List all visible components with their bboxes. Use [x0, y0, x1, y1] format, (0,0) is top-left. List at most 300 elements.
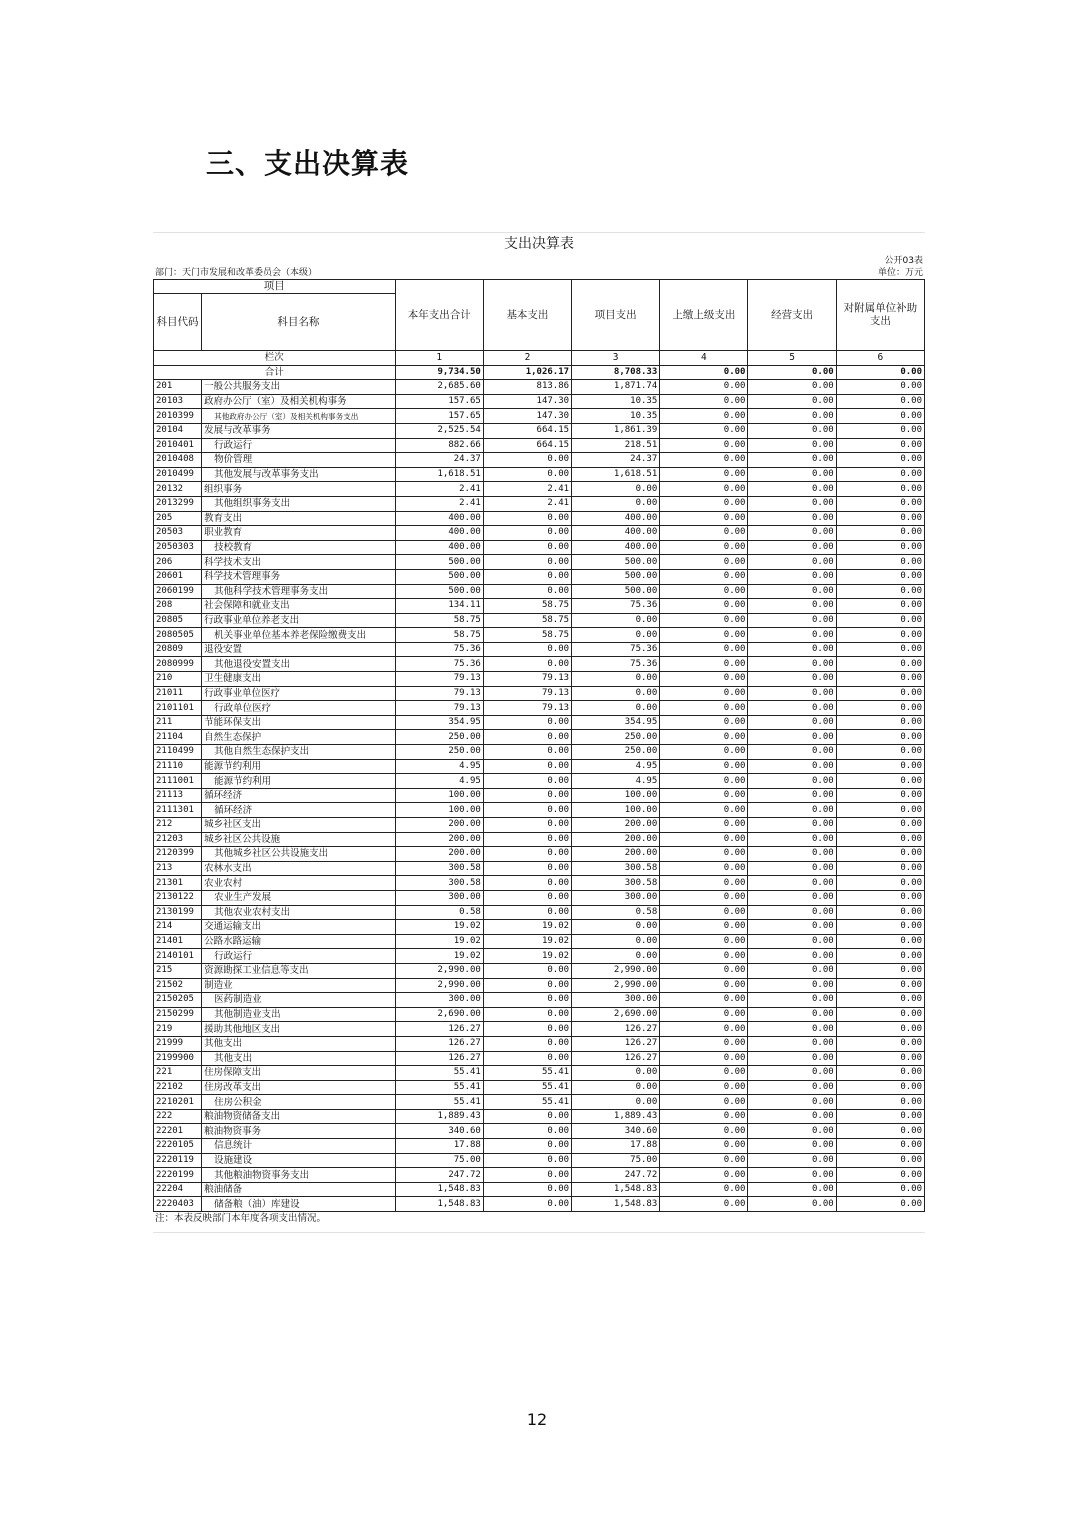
row-code: 20503	[154, 526, 202, 541]
row-v4: 0.00	[660, 905, 748, 920]
row-v5: 0.00	[748, 511, 836, 526]
row-v3: 0.00	[572, 686, 660, 701]
row-v2: 2.41	[483, 482, 571, 497]
row-v5: 0.00	[748, 584, 836, 599]
row-name: 能源节约利用	[202, 759, 396, 774]
row-v4: 0.00	[660, 438, 748, 453]
row-v2: 664.15	[483, 438, 571, 453]
row-v1: 200.00	[395, 832, 483, 847]
row-v5: 0.00	[748, 482, 836, 497]
row-v3: 200.00	[572, 818, 660, 833]
row-v2: 664.15	[483, 423, 571, 438]
row-v2: 0.00	[483, 657, 571, 672]
row-code: 21502	[154, 978, 202, 993]
row-name: 其他发展与改革事务支出	[202, 467, 396, 482]
row-v1: 1,889.43	[395, 1109, 483, 1124]
row-v5: 0.00	[748, 1036, 836, 1051]
table-row	[154, 1109, 925, 1124]
row-v5: 0.00	[748, 701, 836, 716]
row-v5: 0.00	[748, 949, 836, 964]
row-v1: 17.88	[395, 1139, 483, 1154]
row-v3: 247.72	[572, 1168, 660, 1183]
row-v2: 55.41	[483, 1095, 571, 1110]
row-v5: 0.00	[748, 496, 836, 511]
row-code: 2111001	[154, 774, 202, 789]
header-col4: 上缴上级支出	[660, 280, 748, 351]
row-v2: 0.00	[483, 832, 571, 847]
row-v4: 0.00	[660, 1168, 748, 1183]
department-row	[153, 267, 925, 279]
row-v1: 2,990.00	[395, 978, 483, 993]
row-v3: 200.00	[572, 847, 660, 862]
row-name: 住房改革支出	[202, 1080, 396, 1095]
row-v3: 4.95	[572, 774, 660, 789]
row-v2: 19.02	[483, 920, 571, 935]
row-v6: 0.00	[836, 1022, 924, 1037]
row-name: 公路水路运输	[202, 934, 396, 949]
row-v6: 0.00	[836, 540, 924, 555]
row-v4: 0.00	[660, 847, 748, 862]
row-v4: 0.00	[660, 569, 748, 584]
row-v1: 75.36	[395, 642, 483, 657]
row-v4: 0.00	[660, 1182, 748, 1197]
row-v6: 0.00	[836, 511, 924, 526]
row-v4: 0.00	[660, 993, 748, 1008]
row-v6: 0.00	[836, 847, 924, 862]
table-row	[154, 832, 925, 847]
row-v3: 10.35	[572, 409, 660, 424]
row-code: 2101101	[154, 701, 202, 716]
row-v3: 300.00	[572, 890, 660, 905]
row-v6: 0.00	[836, 569, 924, 584]
row-name: 节能环保支出	[202, 715, 396, 730]
row-name: 住房保障支出	[202, 1066, 396, 1081]
row-v5: 0.00	[748, 934, 836, 949]
row-v1: 400.00	[395, 511, 483, 526]
row-name: 其他政府办公厅（室）及相关机构事务支出	[202, 409, 396, 424]
row-code: 208	[154, 599, 202, 614]
row-v2: 0.00	[483, 540, 571, 555]
table-row	[154, 555, 925, 570]
row-v3: 100.00	[572, 788, 660, 803]
row-v4: 0.00	[660, 803, 748, 818]
row-code: 2210201	[154, 1095, 202, 1110]
row-v3: 17.88	[572, 1139, 660, 1154]
row-v4: 0.00	[660, 686, 748, 701]
row-name: 粮油物资事务	[202, 1124, 396, 1139]
row-name: 农业生产发展	[202, 890, 396, 905]
table-row	[154, 496, 925, 511]
lanci-6: 6	[836, 351, 924, 366]
row-name: 其他科学技术管理事务支出	[202, 584, 396, 599]
row-v6: 0.00	[836, 1168, 924, 1183]
row-name: 援助其他地区支出	[202, 1022, 396, 1037]
table-row	[154, 569, 925, 584]
row-code: 2130199	[154, 905, 202, 920]
row-name: 其他粮油物资事务支出	[202, 1168, 396, 1183]
row-v4: 0.00	[660, 511, 748, 526]
row-name: 行政事业单位医疗	[202, 686, 396, 701]
row-v1: 100.00	[395, 803, 483, 818]
table-row	[154, 745, 925, 760]
row-v3: 75.36	[572, 599, 660, 614]
row-v6: 0.00	[836, 978, 924, 993]
row-v1: 300.58	[395, 861, 483, 876]
row-v5: 0.00	[748, 1066, 836, 1081]
table-row	[154, 1095, 925, 1110]
row-v1: 300.00	[395, 993, 483, 1008]
row-v3: 126.27	[572, 1051, 660, 1066]
row-v3: 0.58	[572, 905, 660, 920]
row-v5: 0.00	[748, 920, 836, 935]
table-row	[154, 730, 925, 745]
row-name: 能源节约利用	[202, 774, 396, 789]
table-row	[154, 1197, 925, 1212]
row-v3: 1,548.83	[572, 1182, 660, 1197]
row-name: 社会保障和就业支出	[202, 599, 396, 614]
row-code: 210	[154, 672, 202, 687]
table-row	[154, 920, 925, 935]
row-v6: 0.00	[836, 701, 924, 716]
row-code: 21203	[154, 832, 202, 847]
row-v1: 200.00	[395, 847, 483, 862]
header-col2: 基本支出	[483, 280, 571, 351]
row-name: 一般公共服务支出	[202, 380, 396, 395]
row-v4: 0.00	[660, 934, 748, 949]
row-v4: 0.00	[660, 1095, 748, 1110]
row-v1: 24.37	[395, 453, 483, 468]
table-row	[154, 394, 925, 409]
row-v5: 0.00	[748, 1168, 836, 1183]
row-v6: 0.00	[836, 934, 924, 949]
row-v5: 0.00	[748, 686, 836, 701]
row-v5: 0.00	[748, 745, 836, 760]
row-v4: 0.00	[660, 613, 748, 628]
row-code: 21104	[154, 730, 202, 745]
row-v2: 0.00	[483, 978, 571, 993]
row-code: 22201	[154, 1124, 202, 1139]
table-row	[154, 482, 925, 497]
table-row	[154, 613, 925, 628]
row-v2: 0.00	[483, 555, 571, 570]
row-v6: 0.00	[836, 788, 924, 803]
row-v3: 250.00	[572, 745, 660, 760]
row-name: 教育支出	[202, 511, 396, 526]
row-v1: 134.11	[395, 599, 483, 614]
row-code: 2013299	[154, 496, 202, 511]
row-v4: 0.00	[660, 759, 748, 774]
row-v4: 0.00	[660, 599, 748, 614]
row-v4: 0.00	[660, 540, 748, 555]
row-code: 2010401	[154, 438, 202, 453]
row-v6: 0.00	[836, 453, 924, 468]
table-row	[154, 672, 925, 687]
row-v5: 0.00	[748, 1124, 836, 1139]
row-name: 行政事业单位养老支出	[202, 613, 396, 628]
row-v1: 126.27	[395, 1022, 483, 1037]
row-v1: 2.41	[395, 482, 483, 497]
row-code: 211	[154, 715, 202, 730]
row-v2: 2.41	[483, 496, 571, 511]
row-name: 行政单位医疗	[202, 701, 396, 716]
row-v1: 1,548.83	[395, 1182, 483, 1197]
table-row	[154, 905, 925, 920]
row-v6: 0.00	[836, 496, 924, 511]
row-v2: 55.41	[483, 1080, 571, 1095]
header-code: 科目代码	[154, 294, 202, 351]
row-v5: 0.00	[748, 569, 836, 584]
row-v3: 200.00	[572, 832, 660, 847]
row-v5: 0.00	[748, 847, 836, 862]
row-v4: 0.00	[660, 715, 748, 730]
row-v6: 0.00	[836, 963, 924, 978]
table-row	[154, 759, 925, 774]
row-v3: 2,990.00	[572, 978, 660, 993]
row-code: 2220105	[154, 1139, 202, 1154]
row-v6: 0.00	[836, 861, 924, 876]
row-v5: 0.00	[748, 409, 836, 424]
row-v5: 0.00	[748, 890, 836, 905]
row-v5: 0.00	[748, 905, 836, 920]
row-v1: 340.60	[395, 1124, 483, 1139]
table-row	[154, 628, 925, 643]
lanci-label: 栏次	[154, 351, 396, 366]
table-row	[154, 686, 925, 701]
row-code: 2010408	[154, 453, 202, 468]
row-v2: 58.75	[483, 628, 571, 643]
row-v3: 0.00	[572, 613, 660, 628]
row-v3: 400.00	[572, 540, 660, 555]
row-v3: 218.51	[572, 438, 660, 453]
table-row	[154, 642, 925, 657]
row-v3: 2,990.00	[572, 963, 660, 978]
row-v1: 400.00	[395, 540, 483, 555]
row-v6: 0.00	[836, 715, 924, 730]
row-v2: 0.00	[483, 569, 571, 584]
row-v4: 0.00	[660, 774, 748, 789]
row-v5: 0.00	[748, 423, 836, 438]
row-v3: 500.00	[572, 569, 660, 584]
row-v6: 0.00	[836, 409, 924, 424]
row-v2: 0.00	[483, 1022, 571, 1037]
row-v5: 0.00	[748, 788, 836, 803]
row-v2: 0.00	[483, 774, 571, 789]
row-name: 物价管理	[202, 453, 396, 468]
row-v6: 0.00	[836, 1197, 924, 1212]
row-v4: 0.00	[660, 730, 748, 745]
row-v5: 0.00	[748, 555, 836, 570]
row-name: 行政运行	[202, 438, 396, 453]
row-v2: 0.00	[483, 526, 571, 541]
row-v1: 400.00	[395, 526, 483, 541]
table-row	[154, 1036, 925, 1051]
row-v2: 58.75	[483, 599, 571, 614]
table-row	[154, 453, 925, 468]
row-code: 205	[154, 511, 202, 526]
row-v2: 0.00	[483, 1007, 571, 1022]
lanci-2: 2	[483, 351, 571, 366]
row-v3: 1,889.43	[572, 1109, 660, 1124]
row-name: 循环经济	[202, 803, 396, 818]
row-v2: 813.86	[483, 380, 571, 395]
row-v1: 55.41	[395, 1080, 483, 1095]
row-v4: 0.00	[660, 467, 748, 482]
row-v6: 0.00	[836, 584, 924, 599]
row-v5: 0.00	[748, 1139, 836, 1154]
row-code: 212	[154, 818, 202, 833]
row-code: 2140101	[154, 949, 202, 964]
row-v6: 0.00	[836, 949, 924, 964]
row-v2: 19.02	[483, 949, 571, 964]
row-code: 21301	[154, 876, 202, 891]
row-name: 储备粮（油）库建设	[202, 1197, 396, 1212]
row-v1: 2,685.60	[395, 380, 483, 395]
row-v6: 0.00	[836, 1182, 924, 1197]
row-v6: 0.00	[836, 599, 924, 614]
row-v6: 0.00	[836, 1095, 924, 1110]
row-name: 其他支出	[202, 1036, 396, 1051]
row-v5: 0.00	[748, 526, 836, 541]
row-name: 信息统计	[202, 1139, 396, 1154]
row-v6: 0.00	[836, 423, 924, 438]
row-v3: 0.00	[572, 1066, 660, 1081]
row-v3: 24.37	[572, 453, 660, 468]
row-v1: 100.00	[395, 788, 483, 803]
header-col1: 本年支出合计	[395, 280, 483, 351]
row-v6: 0.00	[836, 759, 924, 774]
row-v1: 2,690.00	[395, 1007, 483, 1022]
row-v3: 0.00	[572, 482, 660, 497]
row-v2: 0.00	[483, 453, 571, 468]
table-row	[154, 1139, 925, 1154]
lanci-1: 1	[395, 351, 483, 366]
row-name: 技校教育	[202, 540, 396, 555]
row-name: 科学技术支出	[202, 555, 396, 570]
row-v3: 0.00	[572, 672, 660, 687]
row-v3: 0.00	[572, 701, 660, 716]
row-v3: 75.00	[572, 1153, 660, 1168]
row-v6: 0.00	[836, 730, 924, 745]
row-code: 2220403	[154, 1197, 202, 1212]
row-v2: 0.00	[483, 876, 571, 891]
table-row	[154, 1080, 925, 1095]
row-code: 222	[154, 1109, 202, 1124]
total-label: 合计	[154, 365, 396, 380]
row-code: 2120399	[154, 847, 202, 862]
row-v1: 500.00	[395, 584, 483, 599]
row-code: 2010499	[154, 467, 202, 482]
table-row	[154, 847, 925, 862]
row-v1: 300.58	[395, 876, 483, 891]
page-number: 12	[526, 1410, 548, 1429]
row-v6: 0.00	[836, 482, 924, 497]
table-row	[154, 876, 925, 891]
row-v2: 0.00	[483, 905, 571, 920]
lanci-4: 4	[660, 351, 748, 366]
row-v5: 0.00	[748, 380, 836, 395]
row-name: 设施建设	[202, 1153, 396, 1168]
unit-label: 单位：万元	[877, 268, 923, 278]
row-v6: 0.00	[836, 380, 924, 395]
row-v4: 0.00	[660, 628, 748, 643]
row-v2: 0.00	[483, 1139, 571, 1154]
row-v4: 0.00	[660, 1051, 748, 1066]
row-v5: 0.00	[748, 876, 836, 891]
row-v6: 0.00	[836, 1139, 924, 1154]
table-row	[154, 657, 925, 672]
row-v2: 79.13	[483, 701, 571, 716]
row-name: 其他退役安置支出	[202, 657, 396, 672]
row-v4: 0.00	[660, 584, 748, 599]
table-row	[154, 701, 925, 716]
row-code: 214	[154, 920, 202, 935]
row-v1: 19.02	[395, 920, 483, 935]
row-v3: 0.00	[572, 496, 660, 511]
row-code: 213	[154, 861, 202, 876]
row-v5: 0.00	[748, 628, 836, 643]
table-row	[154, 467, 925, 482]
row-v2: 0.00	[483, 1153, 571, 1168]
row-v6: 0.00	[836, 818, 924, 833]
row-code: 221	[154, 1066, 202, 1081]
row-v3: 1,871.74	[572, 380, 660, 395]
row-v5: 0.00	[748, 1007, 836, 1022]
row-v3: 500.00	[572, 584, 660, 599]
row-v1: 1,618.51	[395, 467, 483, 482]
row-v4: 0.00	[660, 394, 748, 409]
department-label: 部门：天门市发展和改革委员会（本级）	[155, 268, 318, 278]
row-v4: 0.00	[660, 949, 748, 964]
row-v6: 0.00	[836, 526, 924, 541]
row-v2: 0.00	[483, 861, 571, 876]
row-code: 2220199	[154, 1168, 202, 1183]
row-name: 制造业	[202, 978, 396, 993]
row-v1: 79.13	[395, 686, 483, 701]
row-v4: 0.00	[660, 453, 748, 468]
header-row	[154, 280, 925, 294]
row-v3: 0.00	[572, 1080, 660, 1095]
row-v5: 0.00	[748, 540, 836, 555]
table-row	[154, 978, 925, 993]
row-v6: 0.00	[836, 394, 924, 409]
row-v2: 147.30	[483, 394, 571, 409]
table-row	[154, 861, 925, 876]
row-v6: 0.00	[836, 890, 924, 905]
row-name: 资源勘探工业信息等支出	[202, 963, 396, 978]
expenditure-table	[153, 279, 925, 1212]
row-code: 2110499	[154, 745, 202, 760]
row-code: 20132	[154, 482, 202, 497]
row-v5: 0.00	[748, 978, 836, 993]
table-row	[154, 438, 925, 453]
table-row	[154, 1022, 925, 1037]
row-v2: 0.00	[483, 1124, 571, 1139]
row-v4: 0.00	[660, 380, 748, 395]
table-row	[154, 511, 925, 526]
row-name: 粮油储备	[202, 1182, 396, 1197]
row-v4: 0.00	[660, 1080, 748, 1095]
row-code: 2060199	[154, 584, 202, 599]
row-code: 215	[154, 963, 202, 978]
table-row	[154, 715, 925, 730]
row-v2: 0.00	[483, 963, 571, 978]
row-v4: 0.00	[660, 657, 748, 672]
row-name: 其他支出	[202, 1051, 396, 1066]
table-row	[154, 584, 925, 599]
row-v6: 0.00	[836, 657, 924, 672]
row-code: 2080505	[154, 628, 202, 643]
row-v2: 0.00	[483, 788, 571, 803]
